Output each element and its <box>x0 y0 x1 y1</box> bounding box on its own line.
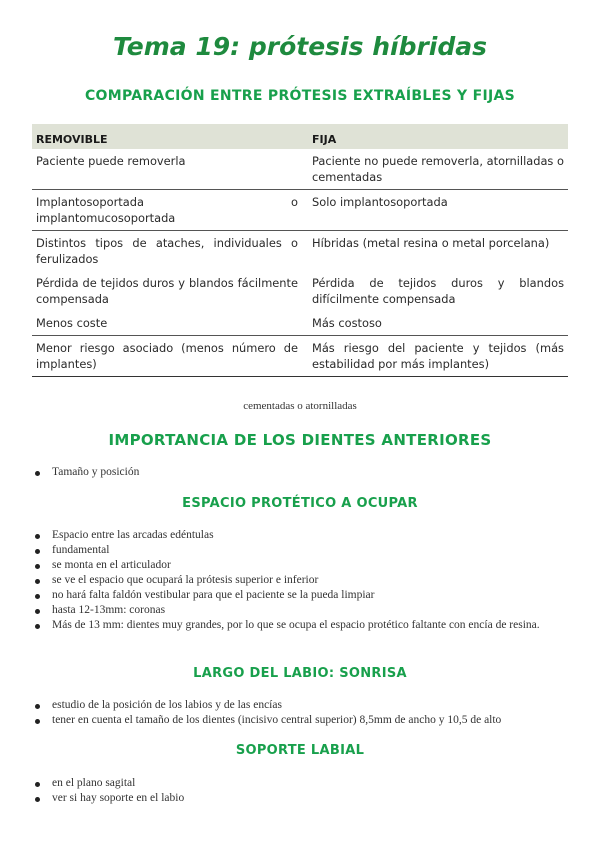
table-cell: Paciente no puede removerla, atornilladas o cementadas <box>308 149 568 190</box>
table-header-row <box>32 124 568 149</box>
list-item: hasta 12-13mm: coronas <box>32 603 562 618</box>
list-espacio <box>32 528 562 633</box>
list-item: se ve el espacio que ocupará la prótesis superior e inferior <box>32 573 562 588</box>
list-item: estudio de la posición de los labios y de las encías <box>32 698 562 713</box>
table-cell: Menos coste <box>32 311 308 336</box>
list-labio <box>32 698 562 728</box>
table-cell: Más riesgo del paciente y tejidos (más estabilidad por más implantes) <box>308 336 568 377</box>
table-row <box>32 149 568 190</box>
list-item: no hará falta faldón vestibular para que el paciente se la pueda limpiar <box>32 588 562 603</box>
table-cell: Paciente puede removerla <box>32 149 308 190</box>
cell-text: implantomucosoportada <box>36 211 176 225</box>
list-item: en el plano sagital <box>32 776 562 791</box>
table-row <box>32 336 568 377</box>
list-soporte <box>32 776 562 806</box>
table-cell: Solo implantosoportada <box>308 190 568 231</box>
list-item: se monta en el articulador <box>32 558 562 573</box>
table-row <box>32 190 568 231</box>
section-heading-espacio: ESPACIO PROTÉTICO A OCUPAR <box>182 496 418 511</box>
cell-text: Implantosoportada <box>36 195 144 209</box>
list-item: ver si hay soporte en el labio <box>32 791 562 806</box>
comparison-table <box>32 124 568 377</box>
list-anteriores <box>32 465 562 480</box>
table-row <box>32 311 568 336</box>
table-cell: Pérdida de tejidos duros y blandos difícilmente compensada <box>312 276 564 306</box>
section-heading-comparison: COMPARACIÓN ENTRE PRÓTESIS EXTRAÍBLES Y FIJAS <box>84 88 516 104</box>
list-item: tener en cuenta el tamaño de los dientes (incisivo central superior) 8,5mm de ancho y 10,5 de alto <box>32 713 562 728</box>
table-cell: Distintos tipos de ataches, individuales o ferulizados <box>36 236 298 266</box>
section-heading-labio: LARGO DEL LABIO: SONRISA <box>193 666 407 681</box>
header-removible: REMOVIBLE <box>32 124 308 149</box>
table-caption: cementadas o atornilladas <box>243 400 357 412</box>
header-fija: FIJA <box>308 124 568 149</box>
list-item: fundamental <box>32 543 562 558</box>
table-cell: Más costoso <box>308 311 568 336</box>
cell-text: o <box>291 195 298 209</box>
table-row <box>32 231 568 272</box>
section-heading-soporte: SOPORTE LABIAL <box>235 743 365 758</box>
list-item: Más de 13 mm: dientes muy grandes, por lo que se ocupa el espacio protético faltante con encía de resina. <box>32 618 562 633</box>
section-heading-anteriores: IMPORTANCIA DE LOS DIENTES ANTERIORES <box>108 431 492 449</box>
table-cell: Pérdida de tejidos duros y blandos fácilmente compensada <box>36 276 298 306</box>
list-item: Espacio entre las arcadas edéntulas <box>32 528 562 543</box>
table-cell: Menor riesgo asociado (menos número de implantes) <box>32 336 308 377</box>
page-title: Tema 19: prótesis híbridas <box>112 32 488 61</box>
table-cell: Híbridas (metal resina o metal porcelana) <box>312 236 550 250</box>
table-row <box>32 271 568 311</box>
table-cell <box>32 190 308 231</box>
cell-line <box>36 194 298 210</box>
list-item: Tamaño y posición <box>32 465 562 480</box>
